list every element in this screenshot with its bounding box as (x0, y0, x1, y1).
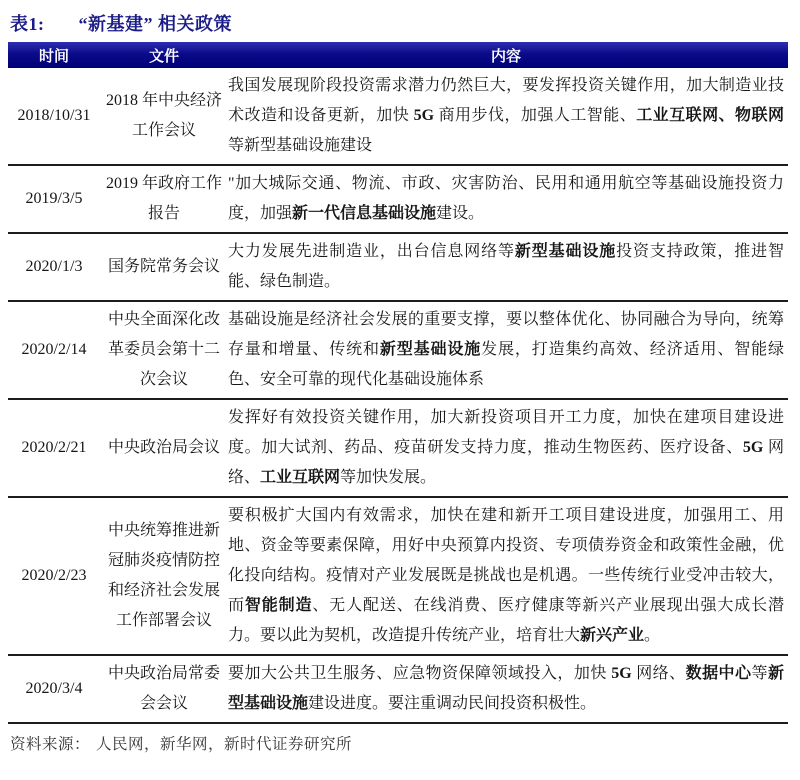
content-text: 投资支持政策，推进智能、绿色制造。 (228, 243, 784, 290)
row-document: 中央政治局常委会会议 (107, 665, 220, 712)
table-row (8, 234, 788, 302)
content-text: 大力发展先进制造业，出台信息网络等 (228, 243, 515, 260)
content-text: 等加快发展。 (340, 469, 437, 486)
row-content (228, 71, 788, 161)
content-text: 网络、 (228, 439, 784, 486)
content-keyword-bold: 智能制造 (244, 597, 313, 614)
row-content (228, 237, 788, 297)
row-date: 2020/1/3 (25, 258, 83, 275)
table-row (8, 400, 788, 498)
table-row (8, 166, 788, 234)
table-title (8, 8, 788, 42)
row-date: 2020/2/14 (21, 341, 87, 358)
table-number-label: 表1: (10, 14, 45, 34)
row-date: 2020/3/4 (25, 680, 83, 697)
content-text: 等 (751, 665, 768, 682)
source-note (8, 724, 788, 754)
column-header-content: 内容 (490, 48, 521, 65)
row-document: 中央全面深化改革委员会第十二次会议 (107, 311, 220, 388)
policy-table (8, 42, 788, 724)
row-content (228, 501, 788, 651)
row-document: 中央政治局会议 (107, 439, 220, 456)
content-keyword-bold: 新兴产业 (580, 627, 645, 644)
table-header-row (8, 42, 788, 68)
source-text: 人民网，新华网，新时代证券研究所 (96, 736, 353, 753)
content-text: 网络、 (631, 665, 686, 682)
row-date: 2020/2/21 (21, 439, 87, 456)
content-text: 发挥好有效投资关键作用，加大新投资项目开工力度，加快在建项目建设进度。加大试剂、药品、疫苗研发支持力度，推动生物医药、医疗设备、 (228, 409, 784, 456)
content-keyword-bold: 5G (611, 665, 632, 682)
row-content (228, 169, 788, 229)
row-document: 中央统筹推进新冠肺炎疫情防控和经济社会发展工作部署会议 (107, 522, 220, 629)
row-document: 国务院常务会议 (107, 258, 220, 275)
content-keyword-bold: 5G (742, 439, 764, 456)
row-date: 2019/3/5 (25, 190, 83, 207)
content-text: 等新型基础设施建设 (228, 137, 373, 154)
row-content (228, 403, 788, 493)
content-keyword-bold: 5G (413, 107, 435, 124)
table-title-text: “新基建” 相关政策 (78, 14, 232, 34)
row-document: 2018 年中央经济工作会议 (105, 92, 222, 139)
table-row (8, 656, 788, 724)
content-text: 建设。 (436, 205, 485, 222)
content-text: 我国发展现阶段投资需求潜力仍然巨大，要发挥投资关键作用，加大制造业技术改造和设备更新，加快 (228, 77, 784, 124)
content-keyword-bold: 工业互联网 (260, 469, 341, 486)
column-header-time: 时间 (38, 48, 69, 65)
content-text: 要积极扩大国内有效需求，加快在建和新开工项目建设进度，加强用工、用地、资金等要素保障，用好中央预算内投资、专项债券资金和政策性金融，优化投向结构。疫情对产业发展既是挑战也是机遇。一些传统行业受冲击较大，而 (228, 507, 784, 614)
content-text: 发展，打造集约高效、经济适用、智能绿色、安全可靠的现代化基础设施体系 (228, 341, 784, 388)
content-keyword-bold: 新型基础设施 (379, 341, 482, 358)
content-keyword-bold: 新型基础设施 (514, 243, 617, 260)
row-content (228, 659, 788, 719)
content-text: 基础设施是经济社会发展的重要支撑，要以整体优化、协同融合为导向，统筹存量和增量、传统和 (228, 311, 784, 358)
content-text: 建设进度。要注重调动民间投资积极性。 (308, 695, 597, 712)
content-text: 。 (644, 627, 661, 644)
row-date: 2020/2/23 (21, 567, 87, 584)
table-body (8, 68, 788, 724)
content-text: 商用步伐，加强人工智能、 (434, 107, 637, 124)
row-date: 2018/10/31 (17, 107, 91, 124)
content-text: "加大城际交通、物流、市政、灾害防治、民用和通用航空等基础设施投资力度，加强 (228, 175, 784, 222)
content-keyword-bold: 新型基础设施 (228, 665, 784, 712)
content-keyword-bold: 数据中心 (685, 665, 752, 682)
row-document: 2019 年政府工作报告 (105, 175, 222, 222)
column-header-document: 文件 (148, 48, 179, 65)
table-row (8, 68, 788, 166)
table-row (8, 498, 788, 656)
content-keyword-bold: 工业互联网、物联网 (636, 107, 784, 124)
table-row (8, 302, 788, 400)
content-text: 要加大公共卫生服务、应急物资保障领域投入，加快 (228, 665, 612, 682)
content-keyword-bold: 新一代信息基础设施 (292, 205, 437, 222)
row-content (228, 305, 788, 395)
source-label: 资料来源： (10, 736, 91, 753)
content-text: 、无人配送、在线消费、医疗健康等新兴产业展现出强大成长潜力。要以此为契机，改造提升传统产业，培育壮大 (228, 597, 784, 644)
